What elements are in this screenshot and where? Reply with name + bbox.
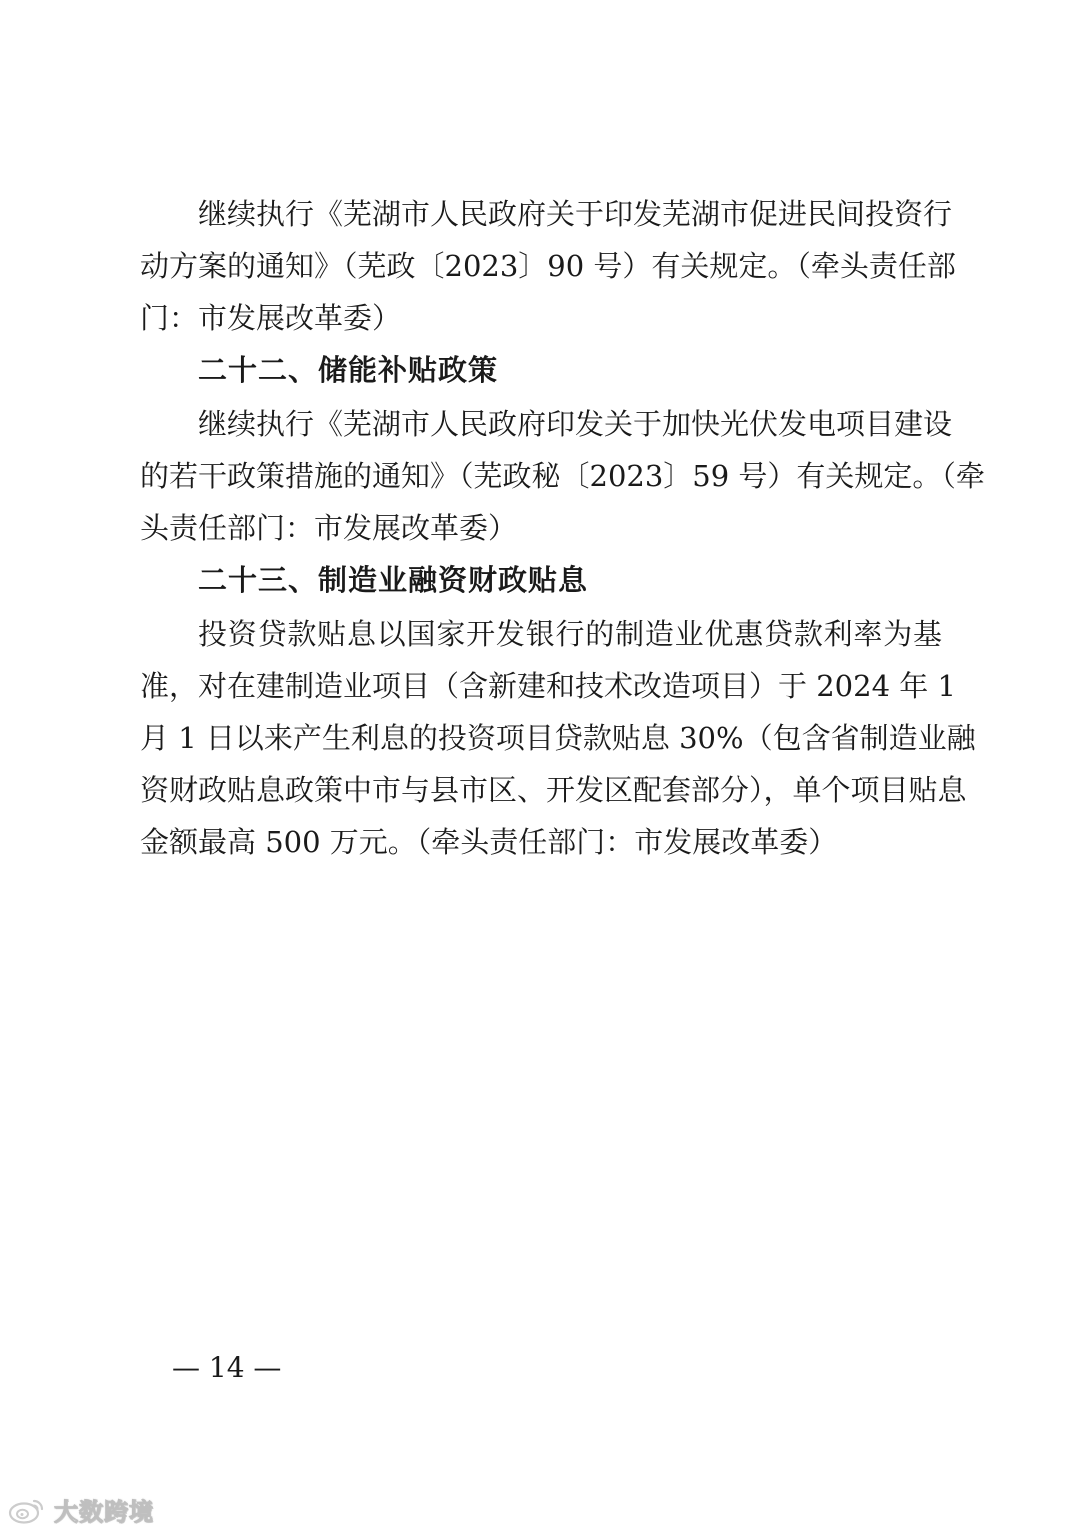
paragraph-line: 准，对在建制造业项目（含新建和技术改造项目）于 2024 年 1 [140, 669, 956, 703]
paragraph-line: 金额最高 500 万元。（牵头责任部门：市发展改革委） [140, 825, 838, 859]
paragraph-line: 继续执行《芜湖市人民政府关于印发芜湖市促进民间投资行 [198, 197, 953, 231]
paragraph-line: 动方案的通知》（芜政〔2023〕90 号）有关规定。（牵头责任部 [140, 249, 956, 283]
section-heading: 二十三、制造业融资财政贴息 [198, 563, 589, 597]
paragraph-line: 月 1 日以来产生利息的投资项目贷款贴息 30%（包含省制造业融 [140, 721, 976, 755]
weibo-logo-icon [8, 1496, 46, 1524]
paragraph-line: 头责任部门：市发展改革委） [140, 511, 518, 545]
watermark-text: 大数跨境 [54, 1498, 154, 1526]
section-heading: 二十二、储能补贴政策 [198, 353, 499, 387]
paragraph-line: 投资贷款贴息以国家开发银行的制造业优惠贷款利率为基 [198, 617, 942, 651]
paragraph-line: 资财政贴息政策中市与县市区、开发区配套部分），单个项目贴息 [140, 773, 967, 807]
watermark [8, 1492, 154, 1527]
paragraph-line: 门：市发展改革委） [140, 301, 402, 335]
paragraph-line: 继续执行《芜湖市人民政府印发关于加快光伏发电项目建设 [198, 407, 953, 441]
page-number: — 14 — [172, 1351, 282, 1384]
paragraph-line: 的若干政策措施的通知》（芜政秘〔2023〕59 号）有关规定。（牵 [140, 459, 985, 493]
